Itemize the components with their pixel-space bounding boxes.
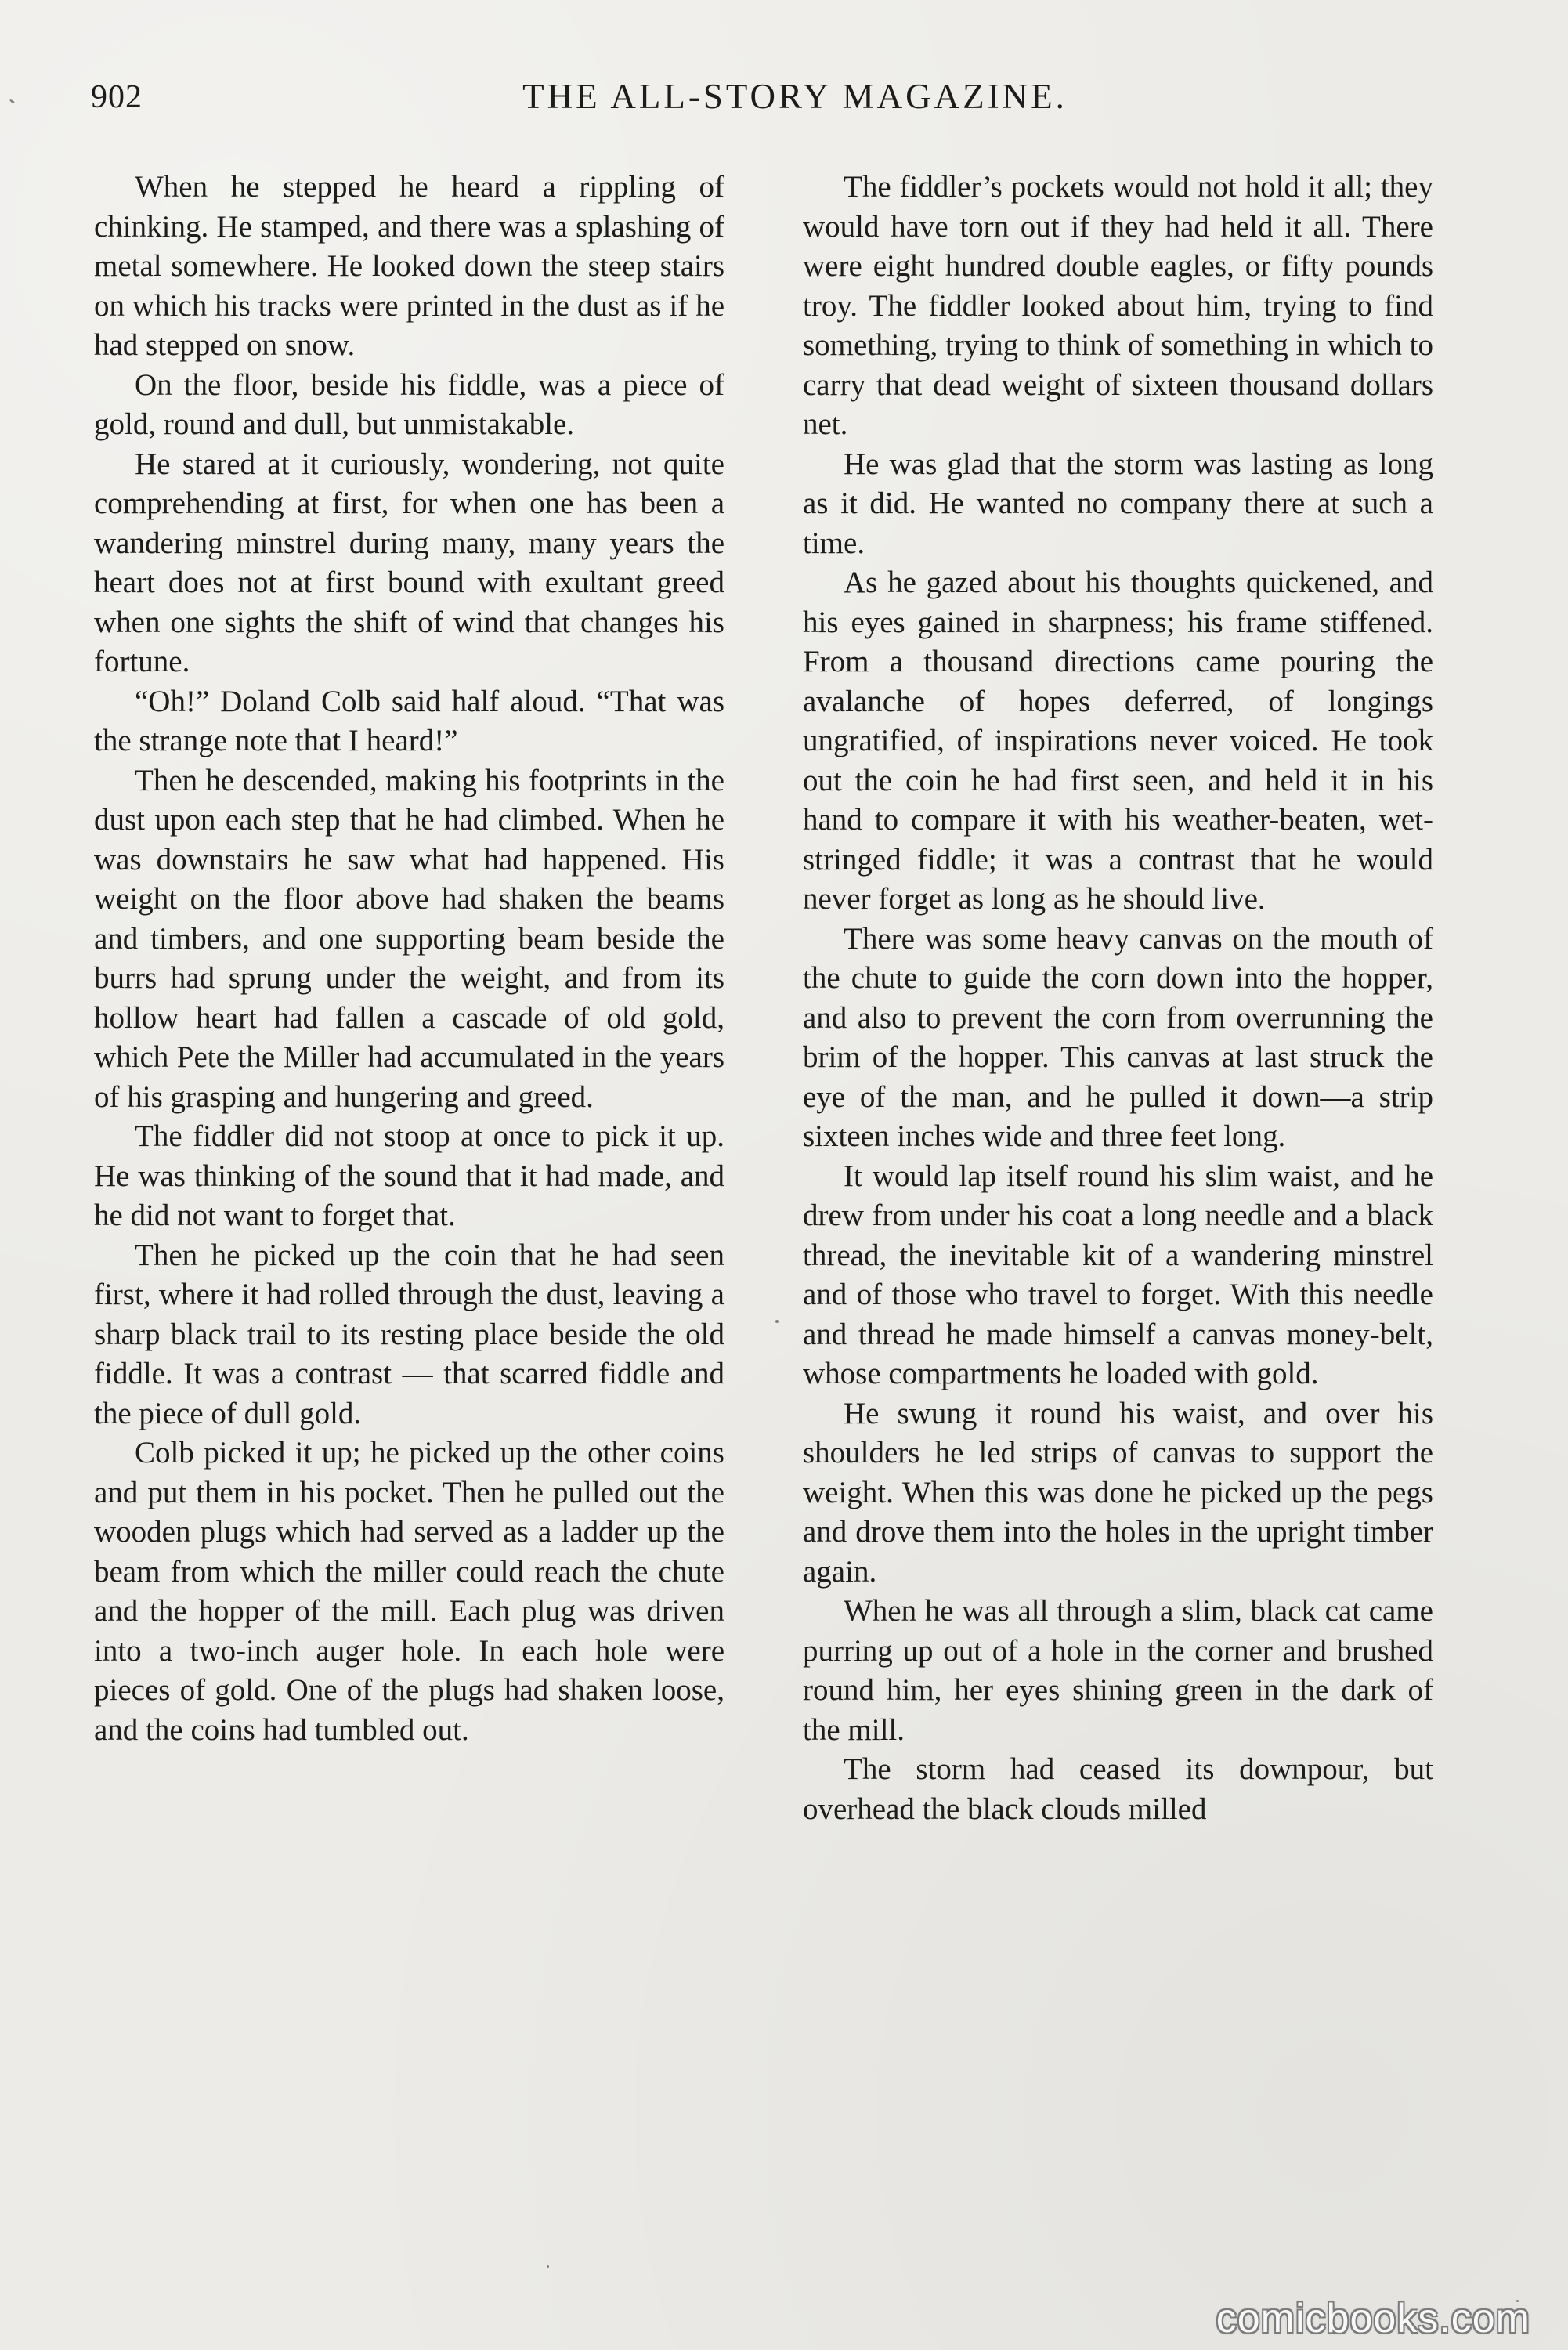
left-paragraph-2: On the floor, beside his fiddle, was a piece of gold, round and dull, but unmistakable.: [94, 367, 724, 441]
right-paragraph-4: There was some heavy canvas on the mouth of the chute to guide the corn down into the hopper, and also to prevent the corn from overrunning the brim of the hopper. This canvas at last struck the eye of the man, and he pulled it down—a strip sixteen inches wide and three feet long.: [803, 921, 1433, 1153]
left-text-column: [94, 168, 724, 1750]
page-header: [0, 0, 1568, 157]
left-paragraph-6: The fiddler did not stoop at once to pick it up. He was thinking of the sound that it had made, and he did not want to forget that.: [94, 1119, 724, 1232]
right-paragraph-3: As he gazed about his thoughts quickened, and his eyes gained in sharpness; his frame stiffened. From a thousand directions came pouring the avalanche of hopes deferred, of longings ungratified, of inspirations never voiced. He took out the coin he had first seen, and held it in his hand to compare it with his weather-beaten, wet-stringed fiddle; it was a contrast that he would never forget as long as he should live.: [803, 566, 1433, 916]
running-title: THE ALL-STORY MAGAZINE.: [522, 77, 1068, 116]
paper-speck: [775, 1320, 779, 1323]
left-paragraph-1: When he stepped he heard a rippling of chinking. He stamped, and there was a splashing of metal somewhere. He looked down the steep stairs on which his tracks were printed in the dust as if he had stepped on snow.: [94, 170, 724, 362]
right-paragraph-1: The fiddler’s pockets would not hold it all; they would have torn out if they had held it all. There were eight hundred double eagles, or fifty pounds troy. The fiddler looked about him, trying to find something, trying to think of something in which to carry that dead weight of sixteen thousand dollars net.: [803, 170, 1433, 441]
paper-speck: [547, 2265, 549, 2268]
right-paragraph-2: He was glad that the storm was lasting as long as it did. He wanted no company there at such a time.: [803, 446, 1433, 560]
right-paragraph-6: He swung it round his waist, and over his shoulders he led strips of canvas to support the weight. When this was done he picked up the pegs and drove them into the holes in the upright timber again.: [803, 1396, 1433, 1589]
left-paragraph-4: “Oh!” Doland Colb said half aloud. “That was the strange note that I heard!”: [94, 684, 724, 757]
watermark-logo: comicbooks.com: [1216, 2296, 1530, 2341]
left-paragraph-3: He stared at it curiously, wondering, not quite comprehending at first, for when one has been a wandering minstrel during many, many years the heart does not at first bound with exultant greed when one sights the shift of wind that changes his fortune.: [94, 446, 724, 678]
right-paragraph-8: The storm had ceased its downpour, but overhead the black clouds milled: [803, 1752, 1433, 1826]
right-paragraph-5: It would lap itself round his slim waist, and he drew from under his coat a long needle and a black thread, the inevitable kit of a wandering minstrel and of those who travel to forget. With this needle and thread he made himself a canvas money-belt, whose compartments he loaded with gold.: [803, 1159, 1433, 1390]
page-number: 902: [91, 79, 143, 115]
left-paragraph-5: Then he descended, making his footprints in the dust upon each step that he had climbed. When he was downstairs he saw what had happened. His weight on the floor above had shaken the beams and timbers, and one supporting beam beside the burrs had sprung under the weight, and from its hollow heart had fallen a cascade of old gold, which Pete the Miller had accumulated in the years of his grasping and hungering and greed.: [94, 763, 724, 1114]
right-text-column: [803, 168, 1433, 1829]
left-paragraph-7: Then he picked up the coin that he had seen first, where it had rolled through the dust, leaving a sharp black trail to its resting place beside the old fiddle. It was a contrast — that scarred fiddle and the piece of dull gold.: [94, 1238, 724, 1430]
left-paragraph-8: Colb picked it up; he picked up the other coins and put them in his pocket. Then he pulled out the wooden plugs which had served as a ladder up the beam from which the miller could reach the chute and the hopper of the mill. Each plug was driven into a two-inch auger hole. In each hole were pieces of gold. One of the plugs had shaken loose, and the coins had tumbled out.: [94, 1436, 724, 1747]
right-paragraph-7: When he was all through a slim, black cat came purring up out of a hole in the corner and brushed round him, her eyes shining green in the dark of the mill.: [803, 1594, 1433, 1747]
